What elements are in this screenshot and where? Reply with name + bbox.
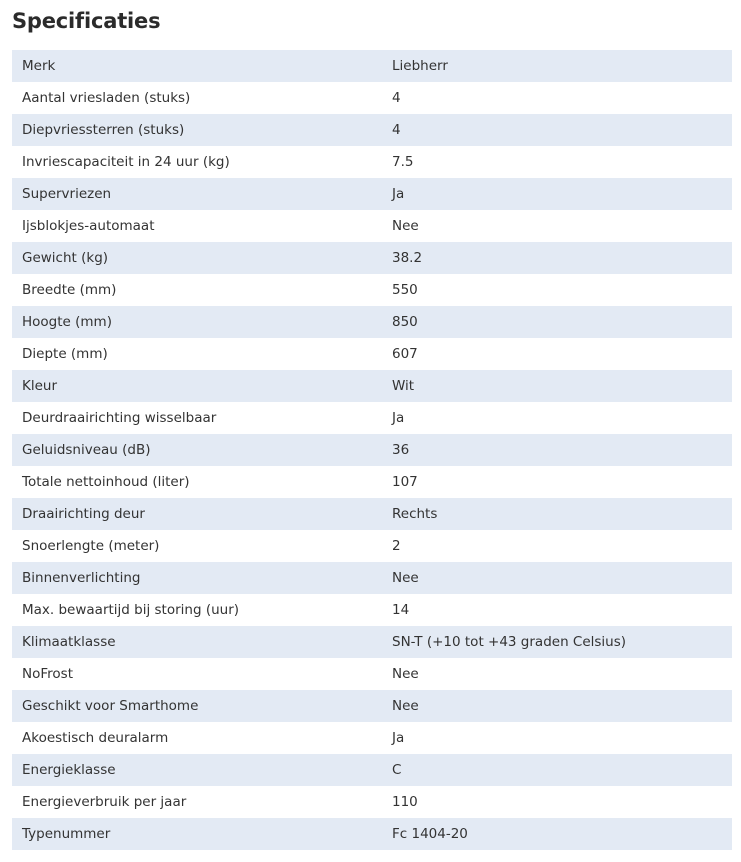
spec-label: Geschikt voor Smarthome xyxy=(12,690,382,722)
spec-label: Deurdraairichting wisselbaar xyxy=(12,402,382,434)
spec-label: NoFrost xyxy=(12,658,382,690)
spec-value: 7.5 xyxy=(382,146,732,178)
table-row xyxy=(12,658,732,690)
spec-value: 110 xyxy=(382,786,732,818)
table-row xyxy=(12,818,732,850)
spec-label: Snoerlengte (meter) xyxy=(12,530,382,562)
table-row xyxy=(12,786,732,818)
spec-label: Energieklasse xyxy=(12,754,382,786)
spec-value: Wit xyxy=(382,370,732,402)
spec-label: Akoestisch deuralarm xyxy=(12,722,382,754)
table-row xyxy=(12,594,732,626)
spec-value: 36 xyxy=(382,434,732,466)
spec-value: Fc 1404-20 xyxy=(382,818,732,850)
table-row xyxy=(12,402,732,434)
table-row xyxy=(12,754,732,786)
spec-value: 38.2 xyxy=(382,242,732,274)
table-row xyxy=(12,242,732,274)
spec-value: C xyxy=(382,754,732,786)
table-row xyxy=(12,626,732,658)
table-row xyxy=(12,114,732,146)
spec-label: Klimaatklasse xyxy=(12,626,382,658)
spec-value: Nee xyxy=(382,690,732,722)
table-row xyxy=(12,434,732,466)
spec-value: 4 xyxy=(382,82,732,114)
table-row xyxy=(12,146,732,178)
spec-label: Supervriezen xyxy=(12,178,382,210)
spec-label: Typenummer xyxy=(12,818,382,850)
spec-label: Breedte (mm) xyxy=(12,274,382,306)
spec-value: 14 xyxy=(382,594,732,626)
spec-label: Invriescapaciteit in 24 uur (kg) xyxy=(12,146,382,178)
table-row xyxy=(12,466,732,498)
spec-label: Ijsblokjes-automaat xyxy=(12,210,382,242)
table-row xyxy=(12,530,732,562)
table-row xyxy=(12,82,732,114)
spec-value: Liebherr xyxy=(382,50,732,82)
spec-value: 2 xyxy=(382,530,732,562)
spec-label: Hoogte (mm) xyxy=(12,306,382,338)
spec-label: Gewicht (kg) xyxy=(12,242,382,274)
table-row xyxy=(12,210,732,242)
spec-value: Ja xyxy=(382,178,732,210)
table-row xyxy=(12,178,732,210)
spec-value: Nee xyxy=(382,210,732,242)
spec-label: Energieverbruik per jaar xyxy=(12,786,382,818)
spec-value: 107 xyxy=(382,466,732,498)
specifications-table xyxy=(12,50,732,850)
spec-value: Nee xyxy=(382,562,732,594)
table-row xyxy=(12,722,732,754)
spec-value: SN-T (+10 tot +43 graden Celsius) xyxy=(382,626,732,658)
table-row xyxy=(12,306,732,338)
page-title: Specificaties xyxy=(12,9,161,33)
table-row xyxy=(12,370,732,402)
table-row xyxy=(12,690,732,722)
spec-label: Merk xyxy=(12,50,382,82)
spec-label: Geluidsniveau (dB) xyxy=(12,434,382,466)
spec-label: Totale nettoinhoud (liter) xyxy=(12,466,382,498)
spec-label: Max. bewaartijd bij storing (uur) xyxy=(12,594,382,626)
spec-value: 850 xyxy=(382,306,732,338)
table-row xyxy=(12,274,732,306)
spec-value: Ja xyxy=(382,402,732,434)
table-row xyxy=(12,50,732,82)
spec-value: 4 xyxy=(382,114,732,146)
spec-value: 607 xyxy=(382,338,732,370)
spec-label: Diepte (mm) xyxy=(12,338,382,370)
spec-value: 550 xyxy=(382,274,732,306)
spec-label: Binnenverlichting xyxy=(12,562,382,594)
spec-value: Nee xyxy=(382,658,732,690)
spec-value: Ja xyxy=(382,722,732,754)
spec-value: Rechts xyxy=(382,498,732,530)
table-row xyxy=(12,338,732,370)
spec-label: Kleur xyxy=(12,370,382,402)
spec-label: Diepvriessterren (stuks) xyxy=(12,114,382,146)
spec-label: Draairichting deur xyxy=(12,498,382,530)
table-row xyxy=(12,562,732,594)
table-row xyxy=(12,498,732,530)
spec-label: Aantal vriesladen (stuks) xyxy=(12,82,382,114)
